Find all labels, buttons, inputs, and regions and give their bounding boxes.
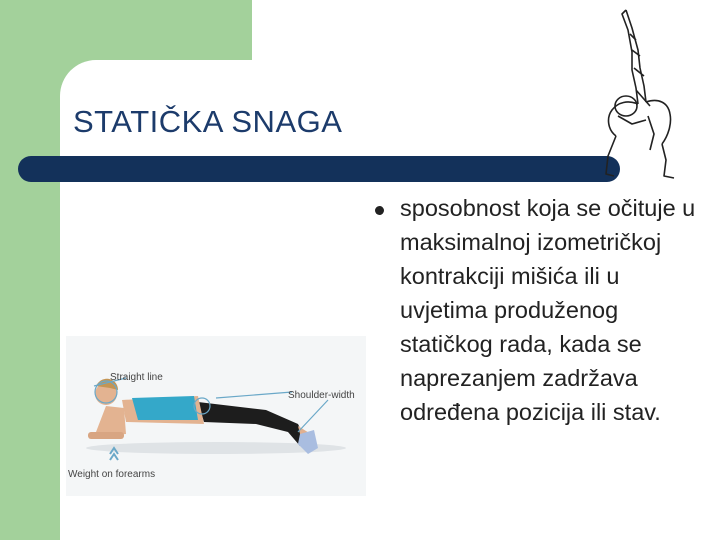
- shoulder-width-label: Shoulder-width: [288, 390, 355, 401]
- title-underline-bar: [18, 156, 620, 182]
- bullet-item: [372, 191, 702, 429]
- bullet-text: sposobnost koja se očituje u maksimalnoj izometričkoj kontrakciji mišića ili u uvjetima produženog statičkog rada, kada se naprezanjem zadržava određena pozicija ili stav.: [400, 195, 696, 425]
- bullet-dot: [375, 206, 384, 215]
- bullet-list: [372, 191, 702, 429]
- plank-exercise-illustration: [66, 336, 366, 496]
- slide-title: STATIČKA SNAGA: [73, 104, 343, 139]
- straight-line-label: Straight line: [110, 372, 163, 383]
- weight-on-forearms-label: Weight on forearms: [68, 469, 156, 480]
- gymnast-handstand-illustration: [588, 6, 688, 182]
